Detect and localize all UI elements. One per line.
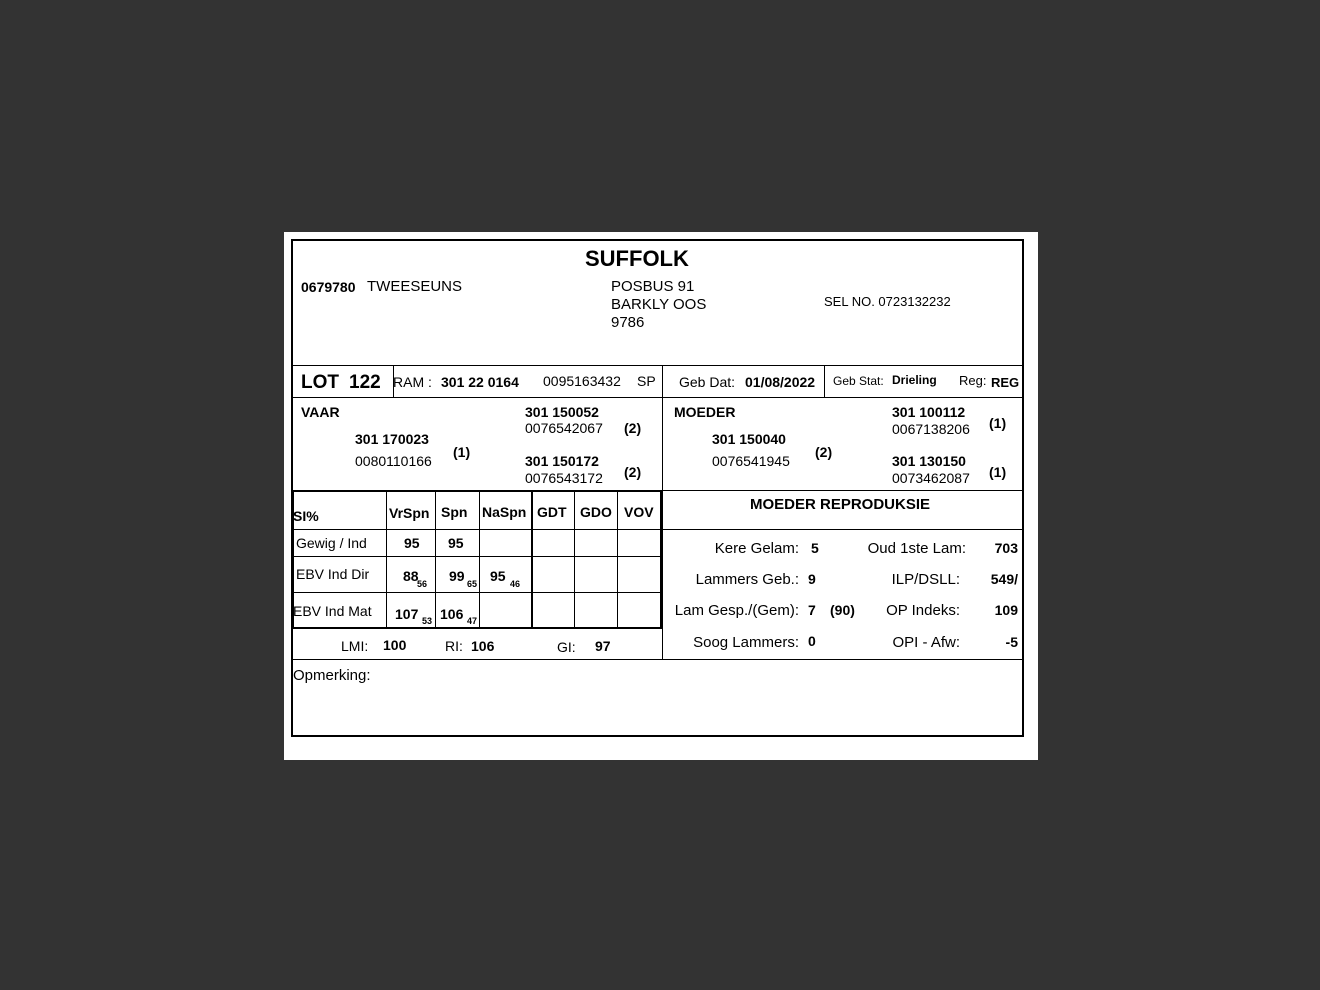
kere-gelam-label: Kere Gelam:: [714, 540, 799, 557]
si-gewig-vrspn: 95: [404, 535, 420, 551]
vaar-label: VAAR: [301, 404, 340, 420]
si-ebv-mat-vrspn-acc: 53: [422, 616, 433, 626]
vaar-gp1-mark: (2): [624, 420, 642, 436]
si-row-line-2: [293, 556, 662, 557]
kere-gelam-value: 5: [811, 540, 819, 556]
oud-1ste-lam-label: Oud 1ste Lam:: [867, 540, 966, 557]
soog-lammers-label: Soog Lammers:: [693, 634, 799, 651]
si-gewig-spn: 95: [448, 535, 464, 551]
si-col-line-5: [574, 491, 575, 628]
si-col-line-1: [386, 491, 387, 628]
opmerking-label: Opmerking:: [293, 667, 371, 684]
si-ebv-dir-vrspn-acc: 56: [417, 579, 428, 589]
op-indeks-value: 109: [994, 602, 1018, 618]
owner-name: TWEESEUNS: [367, 278, 463, 295]
si-header-gdo: GDO: [580, 504, 612, 520]
si-ebv-dir-naspn: 95: [490, 568, 506, 584]
si-ebv-mat-vrspn: 107: [395, 606, 419, 622]
si-ebv-dir-spn: 99: [449, 568, 465, 584]
si-header-spn: Spn: [441, 504, 468, 520]
vaar-gp2-id: 301 150172: [525, 453, 599, 469]
sel-no: SEL NO. 0723132232: [824, 294, 951, 309]
si-ebv-dir-vrspn: 88: [403, 568, 419, 584]
lam-gesp-value: 7: [808, 602, 816, 618]
vaar-gp1-id: 301 150052: [525, 404, 599, 420]
lam-gem-value: (90): [830, 602, 855, 618]
gi-label: GI:: [557, 639, 576, 655]
si-col-line-3: [479, 491, 480, 628]
address-line-3: 9786: [611, 314, 645, 331]
reg-value: REG: [991, 375, 1020, 390]
si-header-gdt: GDT: [537, 504, 567, 520]
si-header-vrspn: VrSpn: [389, 505, 430, 521]
moeder-gp1-mark: (1): [989, 415, 1007, 431]
ram-code: 0095163432: [543, 373, 621, 389]
lot-number: 122: [349, 372, 381, 393]
card-frame: [291, 239, 1024, 737]
vaar-gp2-mark: (2): [624, 464, 642, 480]
vaar-sire-code: 0080110166: [355, 453, 432, 469]
vaar-sire-id: 301 170023: [355, 431, 429, 447]
si-row-label-ebv-dir: EBV Ind Dir: [296, 566, 370, 582]
breed-title: SUFFOLK: [585, 246, 689, 271]
divider-lot: [293, 397, 1023, 398]
lot-label: LOT: [301, 372, 339, 393]
geb-dat-value: 01/08/2022: [745, 374, 816, 390]
moeder-dam-id: 301 150040: [712, 431, 786, 447]
geb-stat-value: Drieling: [892, 373, 937, 387]
soog-lammers-value: 0: [808, 633, 816, 649]
op-indeks-label: OP Indeks:: [886, 602, 960, 619]
si-row-label-ebv-mat: EBV Ind Mat: [293, 603, 372, 619]
moeder-gp1-code: 0067138206: [892, 421, 970, 437]
si-ebv-dir-spn-acc: 65: [467, 579, 478, 589]
lmi-value: 100: [383, 637, 407, 653]
moeder-label: MOEDER: [674, 404, 736, 420]
geb-stat-label: Geb Stat:: [833, 374, 884, 388]
divider-pedigree-right: [662, 490, 1023, 491]
si-ebv-dir-naspn-acc: 46: [510, 579, 521, 589]
si-ebv-mat-spn: 106: [440, 606, 464, 622]
gi-value: 97: [595, 638, 611, 654]
si-table-bottom: [293, 627, 662, 629]
ri-value: 106: [471, 638, 495, 654]
repro-title: MOEDER REPRODUKSIE: [750, 496, 931, 513]
si-row-line-1: [293, 529, 662, 530]
lammers-geb-value: 9: [808, 571, 816, 587]
opi-afw-value: -5: [1005, 634, 1018, 650]
moeder-dam-mark: (2): [815, 444, 833, 460]
reg-label: Reg:: [959, 373, 987, 388]
si-col-line-4: [531, 491, 533, 628]
ram-type: SP: [637, 373, 656, 389]
moeder-gp1-id: 301 100112: [892, 404, 966, 420]
ilp-dsll-value: 549/: [990, 571, 1018, 587]
moeder-gp2-id: 301 130150: [892, 453, 966, 469]
ram-id: 301 22 0164: [441, 374, 519, 390]
divider-pedigree-left: [293, 490, 663, 492]
si-col-line-2: [435, 491, 436, 628]
si-header-vov: VOV: [624, 504, 654, 520]
oud-1ste-lam-value: 703: [994, 540, 1018, 556]
moeder-dam-code: 0076541945: [712, 453, 790, 469]
lmi-label: LMI:: [341, 638, 369, 654]
divider-geb-stat: [824, 366, 825, 397]
vaar-gp1-code: 0076542067: [525, 420, 603, 436]
si-header-si: SI%: [293, 508, 319, 524]
si-col-line-6: [617, 491, 618, 628]
address-line-2: BARKLY OOS: [611, 296, 707, 313]
vaar-gp2-code: 0076543172: [525, 470, 603, 486]
si-row-line-3: [293, 592, 662, 593]
divider-opmerking: [293, 659, 1023, 660]
si-header-naspn: NaSpn: [482, 504, 527, 520]
ilp-dsll-label: ILP/DSLL:: [891, 571, 960, 588]
lammers-geb-label: Lammers Geb.:: [695, 571, 799, 588]
moeder-gp2-mark: (1): [989, 464, 1007, 480]
address-line-1: POSBUS 91: [611, 278, 695, 295]
divider-header: [293, 365, 1023, 366]
divider-repro-title: [662, 529, 1023, 530]
ri-label: RI:: [445, 638, 463, 654]
si-ebv-mat-spn-acc: 47: [467, 616, 478, 626]
lam-gesp-label: Lam Gesp./(Gem):: [674, 602, 799, 619]
owner-id: 0679780: [301, 279, 356, 295]
si-row-label-gewig: Gewig / Ind: [296, 535, 367, 551]
opi-afw-label: OPI - Afw:: [892, 634, 960, 651]
ram-label: RAM :: [393, 374, 432, 390]
moeder-gp2-code: 0073462087: [892, 470, 970, 486]
geb-dat-label: Geb Dat:: [679, 374, 736, 390]
vaar-sire-mark: (1): [453, 444, 471, 460]
